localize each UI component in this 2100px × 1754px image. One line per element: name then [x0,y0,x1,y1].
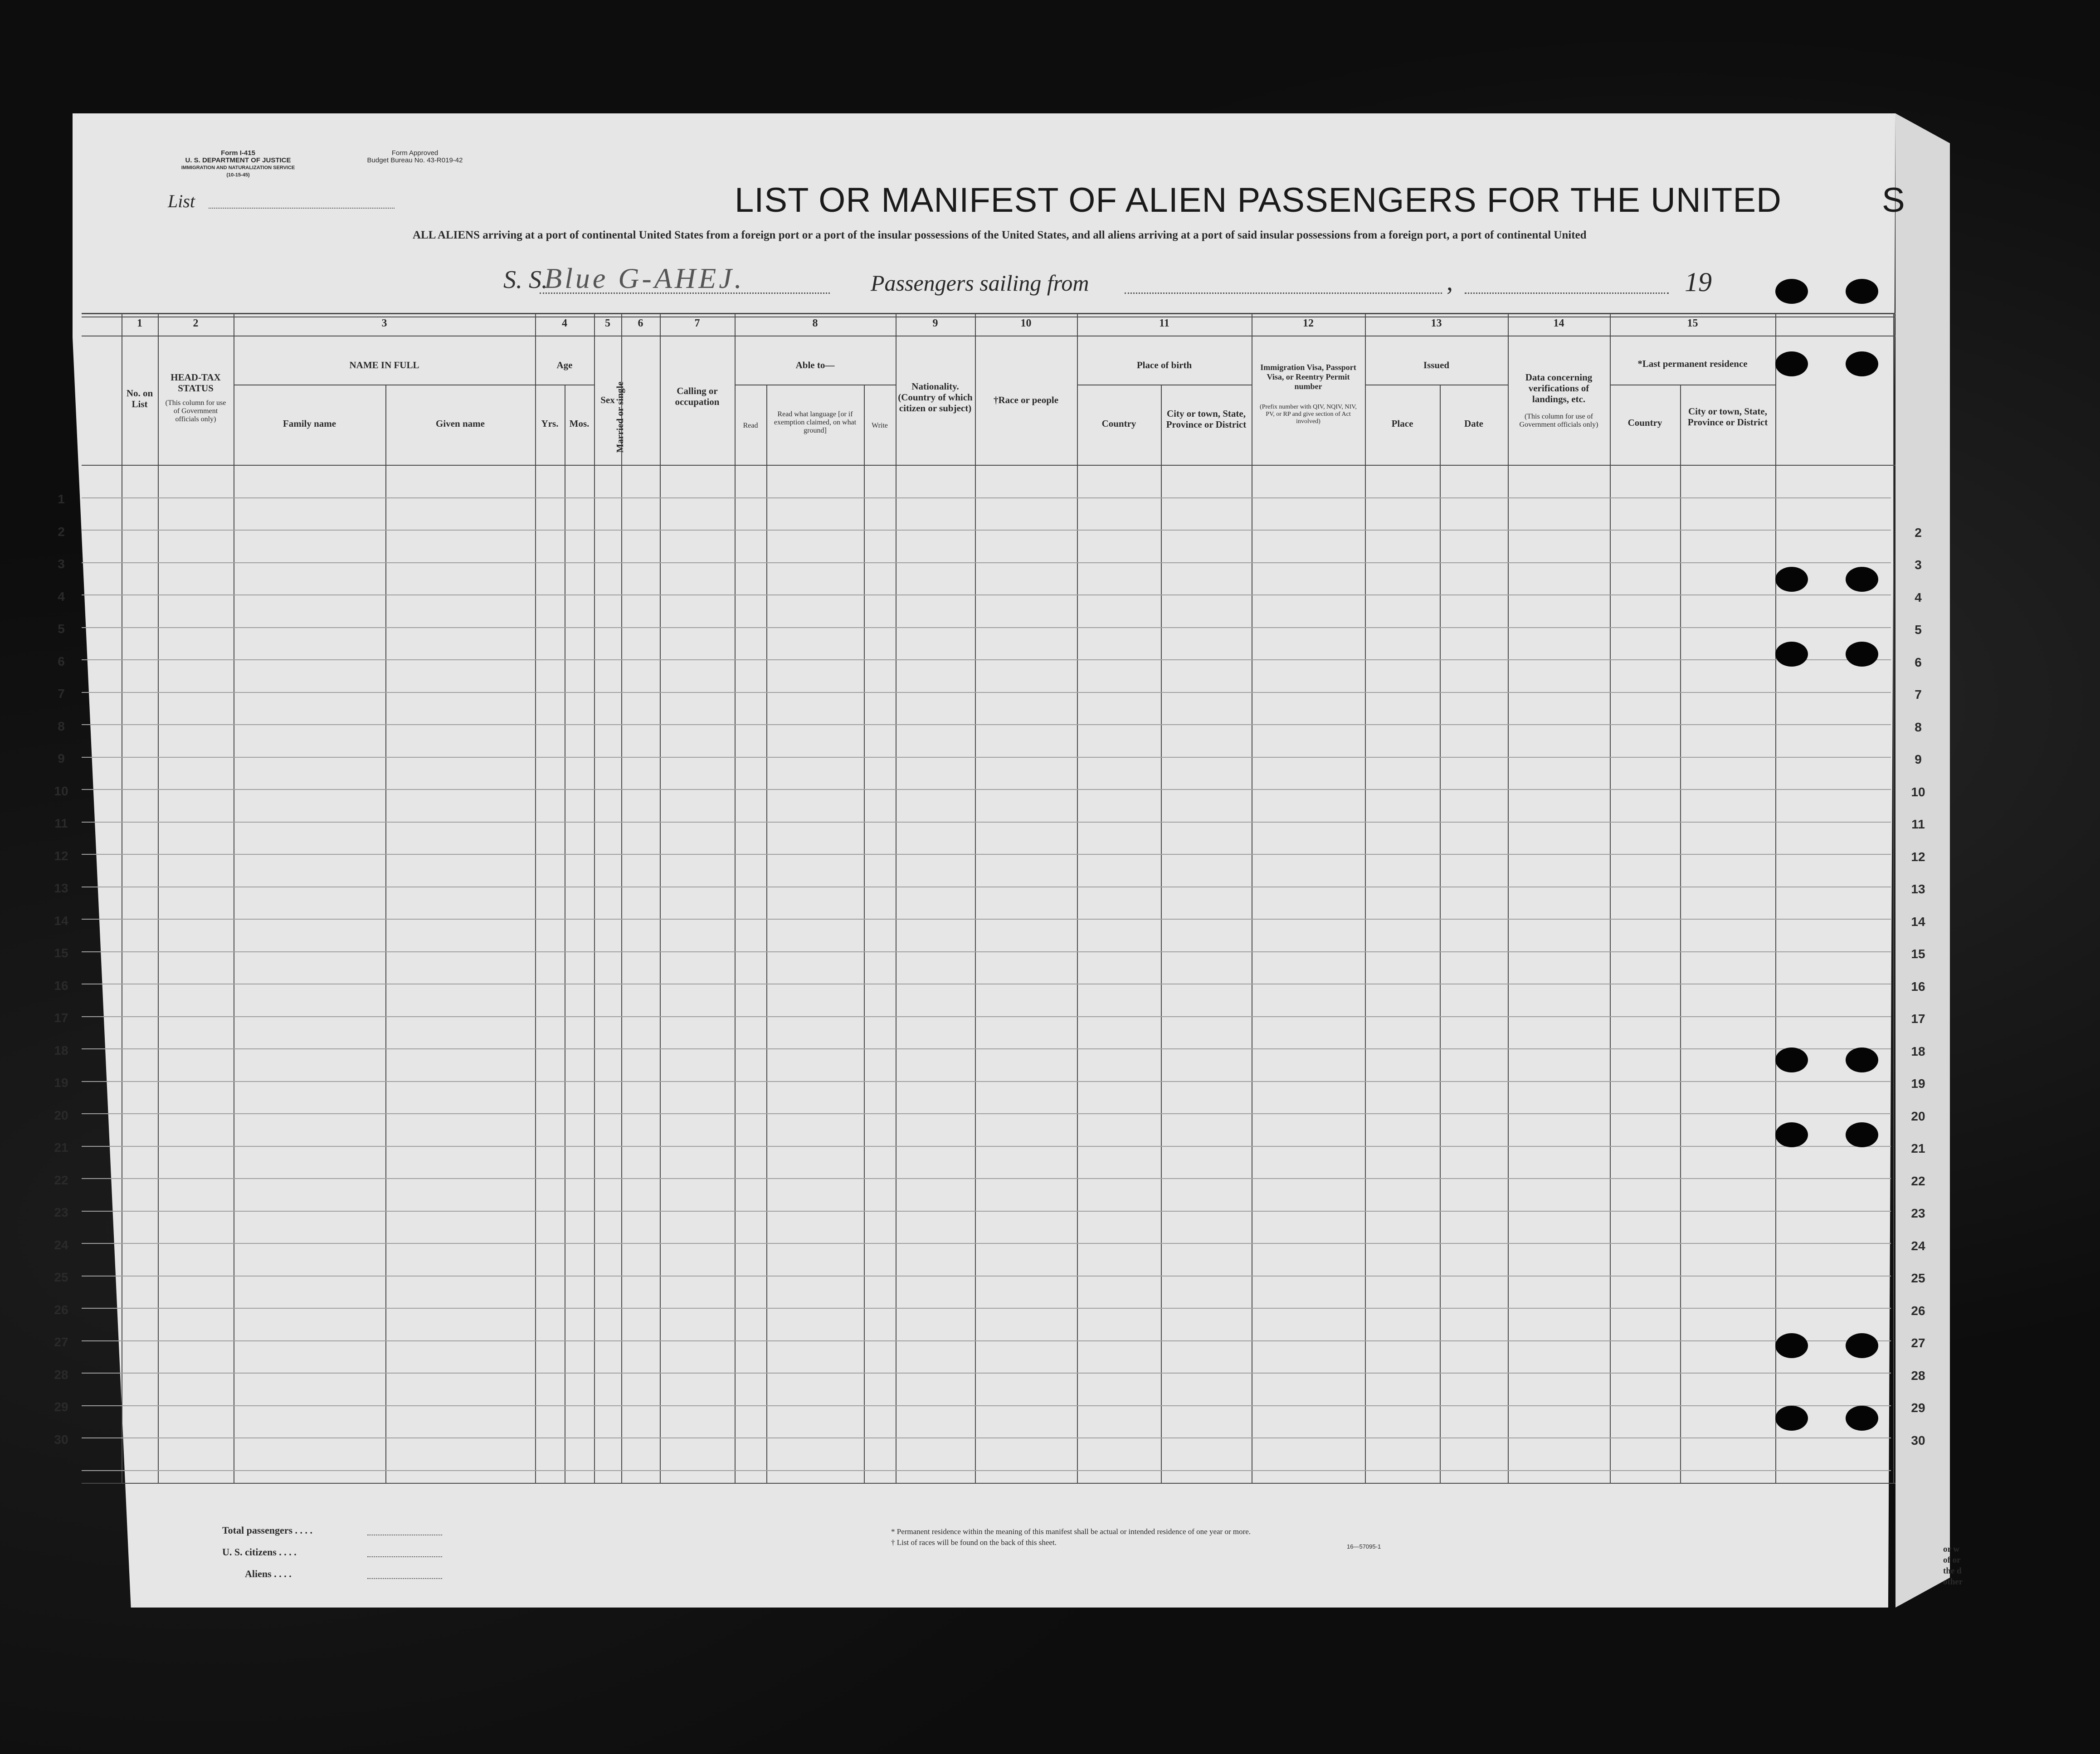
punch-hole [1846,642,1878,667]
col-number: 12 [1303,317,1314,329]
vrule [766,385,767,1484]
row-line [82,692,1891,693]
col-number: 15 [1687,317,1698,329]
table-bottom-rule [82,1483,1895,1484]
vrule [1161,385,1162,1484]
col-number: 7 [694,317,700,329]
row-number-right: 15 [1911,947,1925,961]
row-number: 23 [54,1205,68,1219]
list-number-line [209,208,395,209]
col-number: 13 [1431,317,1442,329]
row-number: 18 [54,1043,68,1057]
aliens-line [367,1578,442,1579]
row-number: 11 [54,816,68,830]
vrule [1440,385,1441,1484]
header-place-of-birth: Place of birth [1136,360,1192,370]
punch-hole [1846,351,1878,376]
us-citizens-label [222,1546,297,1558]
header-nationality: Nationality. (Country of which citizen or subject) [898,381,973,414]
row-number: 28 [54,1367,68,1382]
row-number: 19 [54,1076,68,1090]
row-number: 3 [58,557,65,571]
row-number: 20 [54,1108,68,1122]
vrule [1893,313,1894,1484]
row-line [82,1373,1891,1374]
row-number-right: 21 [1911,1141,1925,1155]
row-number: 30 [54,1432,68,1447]
col-number: 8 [812,317,818,329]
row-line [82,1470,1891,1471]
title-fragment-next-page: S [1882,181,1905,219]
row-number: 5 [58,622,65,636]
row-number: 27 [54,1335,68,1349]
col-number: 1 [137,317,142,329]
form-identifier [150,150,326,179]
row-number-right: 29 [1911,1401,1925,1415]
row-number: 6 [58,654,65,668]
header-race: †Race or people [993,395,1059,405]
header-last-residence: *Last permanent residence [1637,358,1748,369]
row-number: 4 [58,589,65,604]
punch-hole [1846,279,1878,304]
row-number-right: 7 [1915,687,1922,702]
row-number-right: 12 [1911,849,1925,864]
punch-hole [1775,642,1808,667]
row-number-right: 19 [1911,1077,1925,1091]
row-line [82,757,1891,758]
header-issued-place: Place [1391,418,1413,429]
row-number-right: 6 [1915,655,1922,669]
row-number: 2 [58,524,65,539]
row-line [82,1146,1891,1147]
row-line [82,1048,1891,1049]
row-number-right: 22 [1911,1174,1925,1188]
row-number: 1 [58,492,65,506]
header-birth-city: City or town, State, Province or District [1166,408,1247,430]
row-line [82,1405,1891,1406]
year-prefix: 19 [1685,267,1712,297]
header-res-city: City or town, State, Province or District [1687,406,1768,428]
row-number-right: 4 [1915,590,1922,604]
row-line [82,1308,1891,1309]
punch-hole [1775,1122,1808,1147]
row-line [82,1437,1891,1438]
row-number-right: 2 [1915,525,1922,540]
row-number: 13 [54,881,68,895]
row-number-right: 14 [1911,914,1925,929]
row-number-right: 18 [1911,1044,1925,1058]
row-number-right: 23 [1911,1206,1925,1220]
ship-name-line [540,292,830,294]
form-number: Form I-415 [221,149,255,157]
header-head-tax: HEAD-TAX STATUS [171,372,221,394]
aliens-label [245,1568,292,1580]
row-number-right: 26 [1911,1303,1925,1318]
row-line [82,1243,1891,1244]
row-line [82,530,1891,531]
col-number: 4 [562,317,567,329]
row-number-right: 28 [1911,1368,1925,1383]
total-passengers-label [222,1525,312,1536]
header-issued: Issued [1423,360,1450,370]
col-number: 11 [1159,317,1169,329]
ship-name-handwritten: Blue G-AHEJ. [544,262,745,294]
row-line [82,562,1891,563]
row-number-right: 10 [1911,784,1925,799]
row-number-right: 8 [1915,720,1922,734]
row-number-right: 24 [1911,1238,1925,1253]
list-label: List [168,191,195,211]
row-number-right: 9 [1915,752,1922,766]
side-fragment: or w [1943,1544,1960,1554]
punch-hole [1775,279,1808,304]
punch-hole [1775,567,1808,592]
row-line [82,1211,1891,1212]
header-calling: Calling or occupation [675,385,720,407]
side-fragment: other [1943,1577,1963,1587]
col-number: 2 [193,317,199,329]
header-write: Write [872,422,888,429]
sailing-port-line [1125,292,1442,294]
row-number: 14 [54,913,68,928]
punch-hole [1775,351,1808,376]
header-name-in-full: NAME IN FULL [349,360,419,370]
header-visa-note: (Prefix number with QIV, NQIV, NIV, PV, or RP and give section of Act involved) [1260,404,1357,425]
row-line [82,627,1891,628]
header-head-tax-note: (This column for use of Government officials only) [165,399,226,423]
budget-approval [340,150,490,164]
row-number-right: 16 [1911,979,1925,994]
header-mos: Mos. [569,418,590,429]
row-line [82,919,1891,920]
row-number: 25 [54,1270,68,1284]
row-number: 29 [54,1400,68,1414]
approved-label: Form Approved [391,149,439,157]
header-no-on-list: No. on List [126,388,153,409]
header-birth-country: Country [1101,418,1136,429]
manifest-table [82,313,1895,1485]
header-landing-data: Data concerning verifications of landings, etc. [1525,372,1593,404]
us-citizens-text: U. S. citizens [222,1546,277,1558]
row-number: 10 [54,784,68,798]
manifest-title: LIST OR MANIFEST OF ALIEN PASSENGERS FOR THE UNITED [735,181,1782,219]
header-read-language: Read what language [or if exemption claimed, on what ground] [774,410,857,434]
manifest-subtitle: ALL ALIENS arriving at a port of continental United States from a foreign port or a port of the insular possessions of the United States, and all aliens arriving at a port of said insular possessions from a foreign port, a port of continental United [413,229,1587,241]
row-line [82,724,1891,725]
col-number: 9 [932,317,938,329]
row-line [82,1340,1891,1341]
row-line [82,659,1891,660]
dots: . . . . [274,1568,292,1579]
bureau-number: Budget Bureau No. 43-R019-42 [367,156,463,164]
row-number: 16 [54,978,68,993]
header-family-name: Family name [283,418,336,429]
col-number: 6 [638,317,643,329]
row-line [82,1113,1891,1114]
row-line [82,822,1891,823]
dots: . . . . [295,1525,313,1536]
vrule [864,385,865,1484]
punch-hole [1775,1333,1808,1358]
header-issued-date: Date [1464,418,1483,429]
row-line [82,497,1891,498]
sailing-date-line [1465,292,1669,294]
row-number: 12 [54,848,68,863]
edition: (10-15-45) [226,172,250,178]
row-number-right: 5 [1915,623,1922,637]
col-number: 10 [1020,317,1032,329]
header-given-name: Given name [436,418,485,429]
row-number-right: 25 [1911,1271,1925,1285]
col-number: 5 [605,317,610,329]
punch-hole [1775,1048,1808,1072]
row-number: 15 [54,946,68,960]
row-number-right: 30 [1911,1433,1925,1447]
row-number: 21 [54,1140,68,1155]
row-line [82,854,1891,855]
row-number: 26 [54,1302,68,1317]
vrule [1680,385,1681,1484]
sailing-from-label: Passengers sailing from [871,270,1089,296]
row-number: 24 [54,1238,68,1252]
punch-hole [1846,1122,1878,1147]
row-number-right: 13 [1911,882,1925,896]
row-line [82,1016,1891,1017]
row-number: 9 [58,751,65,765]
header-visa: Immigration Visa, Passport Visa, or Reentry Permit number [1260,363,1356,391]
row-line [82,951,1891,952]
header-able-to: Able to— [795,360,835,370]
row-line [82,1081,1891,1082]
total-passengers-text: Total passengers [222,1525,293,1536]
punch-hole [1846,1406,1878,1431]
header-landing-note: (This column for use of Government officials only) [1519,413,1598,429]
side-fragment: the d [1943,1566,1962,1576]
row-line [82,789,1891,790]
col-number: 14 [1553,317,1564,329]
footnote-races: † List of races will be found on the back of this sheet. [891,1538,1057,1547]
header-age: Age [556,360,573,370]
row-number: 17 [54,1011,68,1025]
header-married-single: Married or single [614,381,625,453]
header-res-country: Country [1627,417,1662,428]
footer-form-code: 16—57095-1 [1347,1543,1381,1550]
row-number-right: 17 [1911,1012,1925,1026]
date-comma: , [1447,268,1453,296]
row-number-right: 27 [1911,1336,1925,1350]
row-number: 8 [58,719,65,733]
row-number-right: 11 [1911,817,1925,831]
punch-hole [1846,1048,1878,1072]
header-read: Read [743,422,758,429]
ship-label: S. S. [503,266,548,294]
header-sex: Sex [600,395,615,405]
row-line [82,594,1891,595]
col-number: 3 [381,317,387,329]
row-number: 22 [54,1173,68,1187]
row-line [82,1178,1891,1179]
vrule [385,385,386,1484]
punch-hole [1775,1406,1808,1431]
header-yrs: Yrs. [541,418,559,429]
punch-hole [1846,1333,1878,1358]
header-bottom-rule [82,465,1895,466]
department: U. S. DEPARTMENT OF JUSTICE [185,156,291,164]
row-number: 7 [58,687,65,701]
side-fragment: of or [1943,1555,1961,1565]
footnote-residence: * Permanent residence within the meaning of this manifest shall be actual or intended residence of one year or more. [891,1527,1251,1536]
dots: . . . . [279,1546,297,1558]
punch-hole [1846,567,1878,592]
row-number-right: 3 [1915,558,1922,572]
row-line [82,1276,1891,1277]
us-citizens-line [367,1556,442,1557]
aliens-text: Aliens [245,1568,272,1579]
service: IMMIGRATION AND NATURALIZATION SERVICE [181,165,295,171]
row-number-right: 20 [1911,1109,1925,1123]
table-top-border [82,313,1895,314]
